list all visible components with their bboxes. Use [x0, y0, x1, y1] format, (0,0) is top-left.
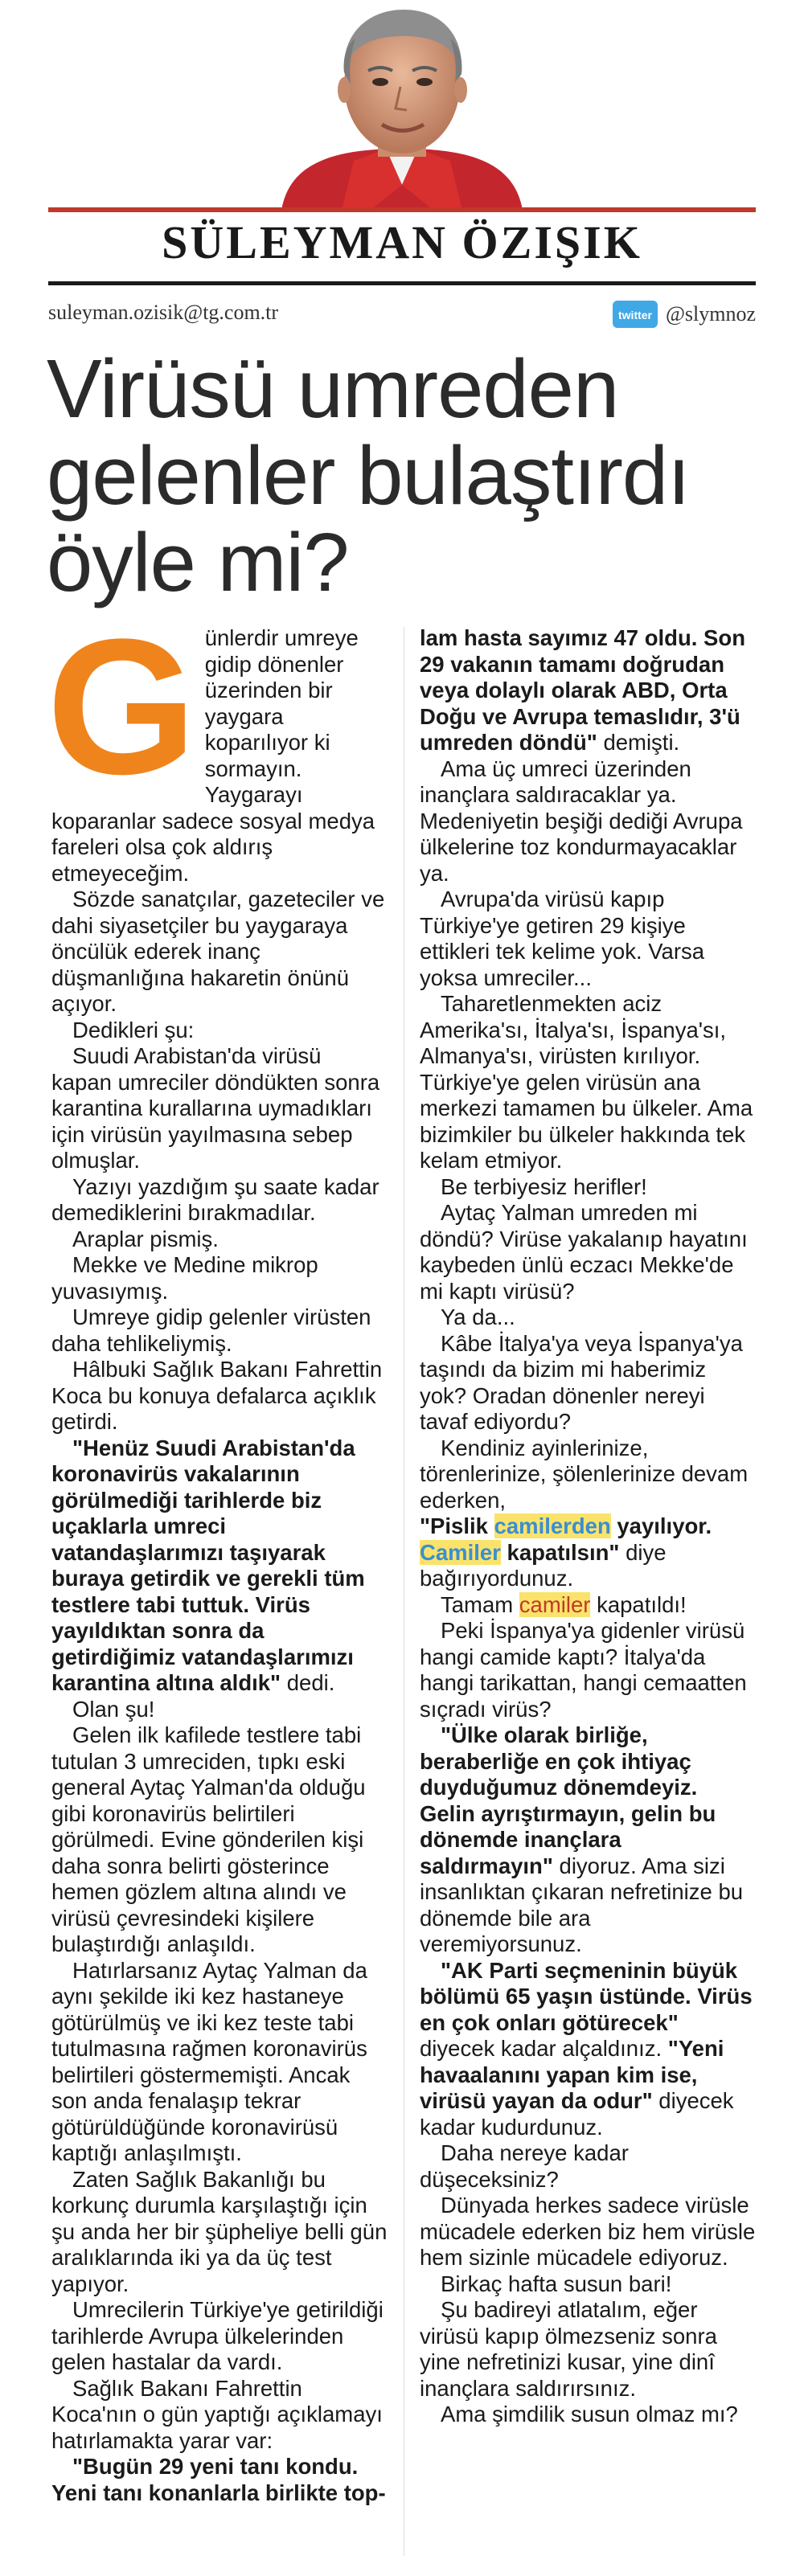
- paragraph: Olan şu!: [72, 1696, 155, 1722]
- article-column-right: [420, 625, 756, 2428]
- paragraph: Sözde sanatçılar, gazeteciler ve dahi siyasetçiler bu yaygaraya öncülük ederek inanç düşmanlığına hakaretin önünü açıyor.: [51, 887, 385, 1016]
- author-twitter[interactable]: [613, 301, 756, 328]
- paragraph: Hatırlarsanız Aytaç Yalman da aynı şekilde iki kez hastaneye götürülmüş ve iki kez teste tabi tutulmasına rağmen koronavirüs belirtileri göstermemişti. Ancak son anda fenalaşıp tekrar götürüldüğünde koronavirüsü kaptığı anlaşılmıştı.: [51, 1957, 367, 2165]
- quote-paragraph: lam hasta sayımız 47 oldu. Son 29 vakanın tamamı doğrudan veya dolaylı olarak ABD, Orta Doğu ve Avrupa temaslıdır, 3'ü umreden döndü" demişti.: [420, 625, 745, 755]
- paragraph: Sağlık Bakanı Fahrettin Koca'nın o gün yaptığı açıklamayı hatırlamakta yarar var:: [51, 2375, 383, 2453]
- paragraph: Suudi Arabistan'da virüsü kapan umreciler döndükten sonra karantina kurallarına uymadıkları için virüsün yayılmasına sebep olmuşlar.: [51, 1043, 380, 1173]
- paragraph: Tamam camiler kapatıldı!: [441, 1591, 687, 1617]
- paragraph: Kâbe İtalya'ya veya İspanya'ya taşındı da bizim mi haberimiz yok? Oradan dönenler nereyi tavaf ediyordu?: [420, 1330, 743, 1434]
- header-divider: [48, 281, 756, 285]
- paragraph: Ama şimdilik susun olmaz mı?: [441, 2402, 738, 2427]
- quote-paragraph: "AK Parti seçmeninin büyük bölümü 65 yaşın üstünde. Virüs en çok onları götürecek" diyecek kadar alçaldınız. "Yeni havaalanını yapan kim ise, virüsü yayan da odur" diyecek kadar kudurdunuz.: [420, 1957, 753, 2140]
- quote-paragraph: "Henüz Suudi Arabistan'da koronavirüs vakalarının görülmediği tarihlerde biz uçaklarla umreci vatandaşlarımızı taşıyarak buraya getirdik ve gerekli tüm testlere tabi tuttuk. Virüs yayıldıktan sonra da getirdiğimiz vatandaşlarımızı karantina altına aldık" dedi.: [51, 1435, 365, 1695]
- highlight-camilerden: camilerden: [494, 1513, 611, 1538]
- paragraph: Taharetlenmekten aciz Amerika'sı, İtalya'sı, İspanya'sı, Almanya'sı, virüsten kırılıyor. Türkiye'ye gelen virüsün ana merkezi tamamen bu ülkeler. Ama bizimkiler bu ülkeler hakkında tek kelam etmiyor.: [420, 991, 753, 1173]
- paragraph: Umreye gidip gelenler virüsten daha tehlikeliymiş.: [51, 1304, 371, 1356]
- paragraph: Aytaç Yalman umreden mi döndü? Virüse yakalanıp hayatını kaybeden ünlü eczacı Mekke'de mi kaptı virüsü?: [420, 1200, 748, 1304]
- paragraph: Daha nereye kadar düşeceksiniz?: [420, 2140, 629, 2192]
- paragraph: Be terbiyesiz herifler!: [441, 1173, 647, 1199]
- headline-line-3: öyle mi?: [47, 516, 349, 608]
- quote: "Henüz Suudi Arabistan'da koronavirüs vakalarının görülmediği tarihlerde biz uçaklarla umreci vatandaşlarımızı taşıyarak buraya getirdik ve gerekli tüm testlere tabi tuttuk. Virüs yayıldıktan sonra da getirdiğimiz vatandaşlarımızı karantina altına aldık": [51, 1435, 365, 1695]
- paragraph: Yazıyı yazdığım şu saate kadar demediklerini bırakmadılar.: [51, 1173, 379, 1225]
- paragraph: Zaten Sağlık Bakanlığı bu korkunç durumla karşılaştığı için şu anda her bir şüpheliye belli gün aralıklarında iki ya da üç test yapıyor.: [51, 2166, 388, 2296]
- drop-cap: G: [47, 599, 197, 814]
- author-portrait-image: [265, 0, 539, 211]
- paragraph: Mekke ve Medine mikrop yuvasıymış.: [51, 1252, 318, 1304]
- quote-paragraph: "Bugün 29 yeni tanı kondu. Yeni tanı konanlarla birlikte top-: [51, 2454, 386, 2505]
- paragraph: Ya da...: [441, 1304, 515, 1329]
- paragraph: Birkaç hafta susun bari!: [441, 2271, 672, 2296]
- twitter-handle[interactable]: @slymnoz: [665, 302, 756, 326]
- paragraph: Kendiniz ayinlerinize, törenlerinize, şölenlerinize devam ederken,: [420, 1435, 749, 1513]
- paragraph: Araplar pismiş.: [72, 1226, 219, 1251]
- highlight-camiler: Camiler: [420, 1539, 501, 1565]
- quote-paragraph: "Ülke olarak birliğe, beraberliğe en çok ihtiyaç duyduğumuz dönemdeyiz. Gelin ayrıştırmayın, gelin bu dönemde inançlara saldırmayın" diyoruz. Ama sizi insanlıktan çıkaran nefretinize bu dönemde bile ara veremiyorsunuz.: [420, 1722, 744, 1956]
- quote-paragraph: "Pislik camilerden yayılıyor. Camiler kapatılsın" diye bağırıyordunuz.: [420, 1513, 712, 1591]
- paragraph: Hâlbuki Sağlık Bakanı Fahrettin Koca bu konuya defalarca açıklık getirdi.: [51, 1357, 383, 1434]
- author-name: SÜLEYMAN ÖZIŞIK: [162, 216, 642, 268]
- column-header: [0, 0, 804, 268]
- author-portrait: [265, 0, 539, 211]
- paragraph: Avrupa'da virüsü kapıp Türkiye'ye getiren 29 kişiye ettikleri tek kelime yok. Varsa yoksa umreciler...: [420, 887, 705, 990]
- paragraph: Umrecilerin Türkiye'ye getirildiği tarihlerde Avrupa ülkelerinden gelen hastalar da vardı.: [51, 2297, 384, 2374]
- author-email[interactable]: suleyman.ozisik@tg.com.tr: [48, 301, 279, 324]
- paragraph: Dünyada herkes sadece virüsle mücadele ederken biz hem virüsle hem sizinle mücadele ediyoruz.: [420, 2193, 756, 2270]
- twitter-icon: [613, 301, 658, 328]
- highlight-camiler-2: camiler: [519, 1591, 591, 1617]
- paragraph: Dedikleri şu:: [72, 1017, 195, 1042]
- paragraph: Peki İspanya'ya gidenler virüsü hangi camide kaptı? İtalya'da hangi tarikattan, hangi cemaatten sıçradı virüs?: [420, 1618, 747, 1722]
- headline-line-2: gelenler bulaştırdı: [47, 429, 690, 522]
- paragraph: Ama üç umreci üzerinden inançlara saldıracaklar ya. Medeniyetin beşiği dediği Avrupa ülkelerine toz kondurmayacaklar ya.: [420, 756, 743, 886]
- author-contact: [48, 301, 756, 333]
- paragraph: Gelen ilk kafilede testlere tabi tutulan 3 umreciden, tıpkı eski general Aytaç Yalman'da olduğu gibi koronavirüs belirtileri görülmedi. Evine gönderilen kişi daha sonra belirti gösterince hemen gözlem altına alındı ve virüsü çevresindeki kişilere bulaştırdığı anlaşıldı.: [51, 1722, 366, 1956]
- paragraph: Şu badireyi atlatalım, eğer virüsü kapıp ölmezseniz sonra yine nefretinizi kusar, yine dinî inançlara saldırırsınız.: [420, 2297, 717, 2401]
- header-accent-rule: [48, 207, 756, 212]
- paragraph: Günlerdir umreye gidip dönenler üzerinden bir yaygara koparılıyor ki sormayın. Yaygarayı koparanlar sadece sosyal medya fareleri olsa çok aldırış etmeyeceğim.: [47, 599, 375, 886]
- article-column-left: [47, 599, 388, 2506]
- twitter-icon-label: twitter: [617, 309, 652, 321]
- headline-line-1: Virüsü umreden: [47, 342, 619, 435]
- article-headline: [47, 342, 770, 608]
